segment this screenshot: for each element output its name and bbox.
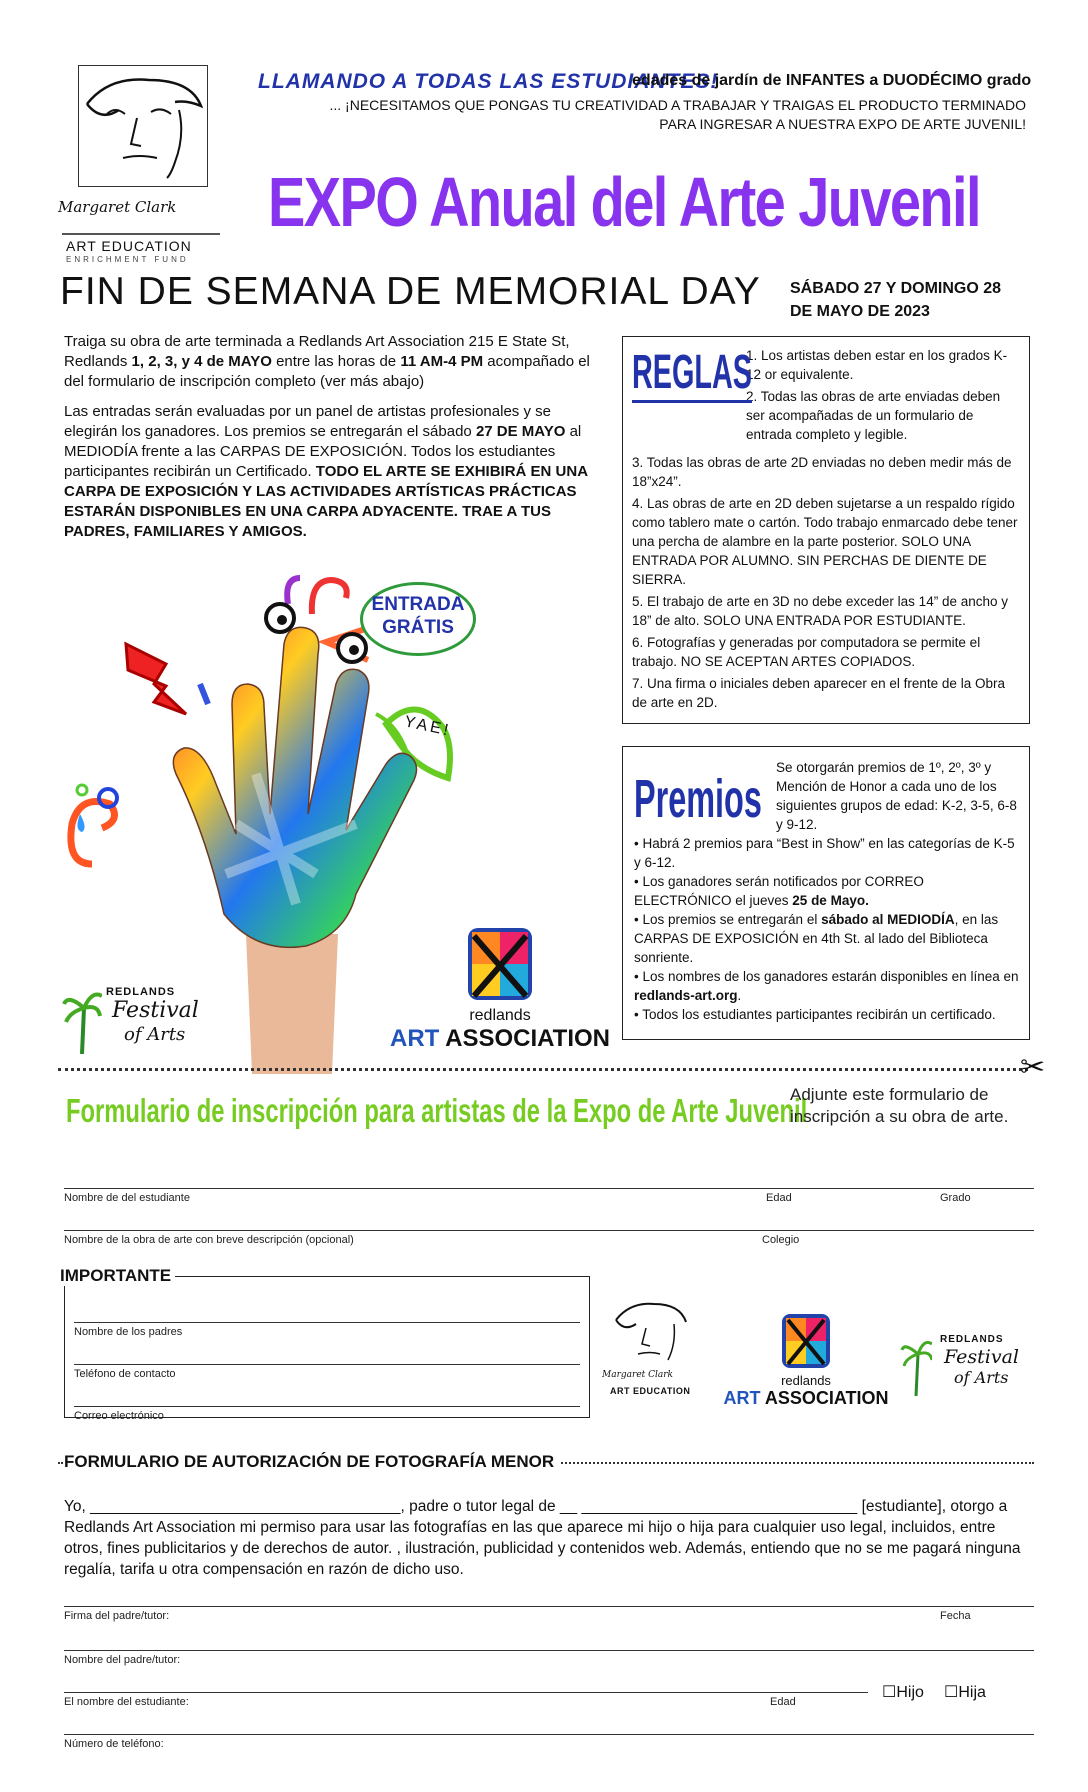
auth-paragraph: Yo, ____________________________________, padre o tutor legal de __ ________________________________ [estudiante], otorgo a Redlands Art Association mi permiso para usar las fotografías en las que aparece mi hijo o hija para cualquier uso legal, incluidos, entre otros, fines publicitarios y de derechos de autor. , ilustración, publicidad y contenidos web. Además, entiendo que no se me pagará ninguna regalía, tarifa u otra compensación en razón de dicho uso. xyxy=(64,1498,1021,1578)
important-box xyxy=(64,1276,590,1418)
art-association-line-2 xyxy=(390,1025,610,1053)
margaret-clark-logo xyxy=(78,65,208,187)
age-label: Edad xyxy=(766,1192,792,1204)
art-association-mark-small-icon xyxy=(780,1312,832,1370)
weekend-heading: FIN DE SEMANA DE MEMORIAL DAY xyxy=(60,270,761,313)
face-sketch-icon xyxy=(79,66,207,186)
intro-text-span: Traiga su obra de arte terminada a Redlands Art Association 215 E State St, Redlands xyxy=(64,333,570,370)
rule-7: 7. Una firma o iniciales deben aparecer en el frente de la Obra de arte en 2D. xyxy=(632,676,1005,710)
grades-text: edades de jardín de INFANTES a DUODÉCIMO grado xyxy=(632,72,1032,89)
phone-label: Teléfono de contacto xyxy=(74,1368,176,1380)
rule-1: 1. Los artistas deben estar en los grados K-12 or equivalente. xyxy=(746,348,1008,382)
intro-text-span: acompañado el del formulario de inscripción completo (ver más abajo) xyxy=(64,353,590,390)
association-word: ASSOCIATION xyxy=(445,1025,611,1052)
intro-dates: 1, 2, 3, y 4 de MAYO xyxy=(131,353,272,370)
prizes-intro: Se otorgarán premios de 1º, 2º, 3º y Mención de Honor a cada uno de los siguientes grupos de edad: K-2, 3-5, 6-8 y 9-12. xyxy=(776,760,1017,832)
artwork-label: Nombre de la obra de arte con breve descripción (opcional) xyxy=(64,1234,354,1246)
son-checkbox[interactable]: ☐Hijo xyxy=(882,1684,924,1701)
rule-4: 4. Las obras de arte en 2D deben sujetarse a un respaldo rígido como tablero mate o cartón. Todo trabajo enmarcado debe tener una percha de alambre en la parte posterior. SOLO UNA ENTRADA POR ALUMNO. SIN PERCHAS DE DIENTE DE SIERRA. xyxy=(632,496,1018,587)
website-link[interactable]: redlands-art.org xyxy=(634,988,738,1003)
auth-age-label: Edad xyxy=(770,1696,796,1708)
form-title: Formulario de inscripción para artistas de la Expo de Arte Juvenil xyxy=(66,1092,808,1129)
rule-5: 5. El trabajo de arte en 3D no debe exceder las 14” de ancho y 18” de alto. SOLO UNA ENTRADA POR ESTUDIANTE. xyxy=(632,594,1008,628)
prize-bullet-5: • Todos los estudiantes participantes recibirán un certificado. xyxy=(634,1007,996,1022)
auth-date-label: Fecha xyxy=(940,1610,971,1622)
guardian-name-field[interactable] xyxy=(64,1650,1034,1651)
intro-paragraph-2 xyxy=(64,402,604,542)
art-association-mark-icon xyxy=(464,924,536,1004)
auth-heading: FORMULARIO DE AUTORIZACIÓN DE FOTOGRAFÍA MENOR xyxy=(64,1452,560,1472)
student-name-label: Nombre de del estudiante xyxy=(64,1192,190,1204)
prize-bullet-3 xyxy=(634,910,1022,967)
art-association-line-1: redlands xyxy=(469,1007,531,1024)
email-field[interactable] xyxy=(74,1406,580,1407)
palm-tree-small-icon xyxy=(900,1334,932,1396)
auth-phone-field[interactable] xyxy=(64,1734,1034,1735)
prize-text: • Los premios se entregarán el xyxy=(634,912,822,927)
prize-text: • Los ganadores serán notificados por CORREO ELECTRÓNICO el jueves xyxy=(634,874,924,908)
art-association-logo-small xyxy=(706,1312,906,1409)
auth-student-name-field[interactable] xyxy=(64,1692,868,1693)
rule-3: 3. Todas las obras de arte 2D enviadas no deben medir más de 18”x24”. xyxy=(632,455,1012,489)
event-dates xyxy=(790,277,1030,323)
intro-text-span: al MEDIODÍA frente a las CARPAS DE EXPOSICIÓN. Todos los estudiantes participantes recibirán un Certificado. xyxy=(64,423,582,480)
tagline-line-2: PARA INGRESAR A NUESTRA EXPO DE ARTE JUVENIL! xyxy=(659,116,1026,132)
tagline-line-1: ... ¡NECESITAMOS QUE PONGAS TU CREATIVIDAD A TRABAJAR Y TRAIGAS EL PRODUCTO TERMINADO xyxy=(329,97,1026,113)
call-out-heading: LLAMANDO A TODAS LAS ESTUDIANTES! xyxy=(258,70,719,93)
prizes-top xyxy=(634,758,1022,834)
rules-top-items xyxy=(746,346,1022,447)
guardian-signature-field[interactable] xyxy=(64,1606,1034,1607)
art-word-small: ART xyxy=(723,1388,761,1408)
prize-bullet-1: • Habrá 2 premios para “Best in Show” en las categorías de K-5 y 6-12. xyxy=(634,836,1015,870)
prizes-list xyxy=(634,758,1022,1024)
intro-exhibit-note: TODO EL ARTE SE EXHIBIRÁ EN UNA CARPA DE EXPOSICIÓN Y LAS ACTIVIDADES ARTÍSTICAS PRÁCTICAS ESTARÁN DISPONIBLES EN UNA CARPA ADYACENTE. TRAE A TUS PADRES, FAMILIARES Y AMIGOS. xyxy=(64,463,588,540)
email-label: Correo electrónico xyxy=(74,1410,164,1422)
school-label: Colegio xyxy=(762,1234,800,1246)
intro-award-date: 27 DE MAYO xyxy=(475,423,566,440)
small-logo-signature: Margaret Clark xyxy=(602,1370,674,1380)
small-festival-line-3: of Arts xyxy=(954,1368,1009,1387)
logo-signature: Margaret Clark xyxy=(58,198,177,216)
auth-student-name-label: El nombre del estudiante: xyxy=(64,1696,189,1708)
logo-line-2: ENRICHMENT FUND xyxy=(66,255,189,264)
small-association-line-1: redlands xyxy=(781,1373,831,1388)
form-note: Adjunte este formulario de inscripción a su obra de arte. xyxy=(790,1085,1009,1126)
art-association-logo xyxy=(390,924,610,1053)
rules-title: REGLAS xyxy=(632,346,752,403)
rule-2: 2. Todas las obras de arte enviadas deben ser acompañadas de un formulario de entrada completo y legible. xyxy=(746,389,1001,442)
rules-title-spacer xyxy=(632,346,753,447)
small-festival-line-1: REDLANDS xyxy=(940,1334,1004,1345)
intro-hours: 11 AM-4 PM xyxy=(400,353,484,370)
intro-paragraph-1 xyxy=(64,332,604,392)
festival-logo-line-2: Festival xyxy=(112,998,199,1023)
association-word-small: ASSOCIATION xyxy=(764,1388,889,1408)
logo-line-1: ART EDUCATION xyxy=(66,238,192,254)
rules-top xyxy=(632,346,1022,450)
redlands-festival-logo-small xyxy=(900,1334,1040,1404)
tagline xyxy=(320,96,1026,134)
intro-text xyxy=(64,332,604,552)
rule-6: 6. Fotografías y generadas por computadora se permite el trabajo. NO SE ACEPTAN ARTES COPIADOS. xyxy=(632,635,981,669)
dates-line-2: DE MAYO DE 2023 xyxy=(790,303,930,320)
page-title: EXPO Anual del Arte Juvenil xyxy=(268,163,980,241)
prize-bullet-2 xyxy=(634,872,1022,910)
phone-field[interactable] xyxy=(74,1364,580,1365)
prizes-title: Premios xyxy=(634,769,762,829)
guardian-name-label: Nombre del padre/tutor: xyxy=(64,1654,181,1666)
prize-text: • Los nombres de los ganadores estarán disponibles en línea en xyxy=(634,969,1019,984)
prize-notify-date: 25 de Mayo. xyxy=(792,893,869,908)
intro-text-span: Las entradas serán evaluadas por un panel de artistas profesionales y se elegirán los ganadores. Los premios se entregarán el sábado xyxy=(64,403,551,440)
dates-line-1: SÁBADO 27 Y DOMINGO 28 xyxy=(790,280,1002,297)
small-logo-line-1: ART EDUCATION xyxy=(610,1386,691,1396)
bubble-line-1: ENTRADA xyxy=(371,594,465,615)
prize-bullet-4 xyxy=(634,967,1022,1005)
margaret-clark-logo-small xyxy=(602,1296,698,1406)
student-name-field[interactable] xyxy=(64,1188,1034,1189)
parents-name-field[interactable] xyxy=(74,1322,580,1323)
cut-line xyxy=(58,1068,1028,1071)
palm-tree-icon xyxy=(62,984,102,1054)
grade-label: Grado xyxy=(940,1192,971,1204)
prize-text: . xyxy=(737,988,742,1003)
free-entry-bubble xyxy=(360,582,476,656)
auth-phone-label: Número de teléfono: xyxy=(64,1738,164,1750)
logo-divider xyxy=(62,233,220,235)
festival-logo-line-1: REDLANDS xyxy=(106,986,176,998)
small-festival-line-2: Festival xyxy=(944,1346,1019,1368)
prize-text: , en las CARPAS DE EXPOSICIÓN en 4th St. al lado del Biblioteca sonriente. xyxy=(634,912,999,965)
intro-text-span: entre las horas de xyxy=(271,353,401,370)
festival-logo-line-3: of Arts xyxy=(124,1024,186,1045)
art-word: ART xyxy=(390,1025,440,1052)
guardian-signature-label: Firma del padre/tutor: xyxy=(64,1610,170,1622)
prize-award-time: sábado al MEDIODÍA xyxy=(821,912,955,927)
parents-name-label: Nombre de los padres xyxy=(74,1326,183,1338)
scissors-icon: ✂ xyxy=(1020,1051,1046,1084)
small-association-line-2 xyxy=(706,1388,906,1409)
important-heading: IMPORTANTE xyxy=(60,1266,175,1286)
artwork-field[interactable] xyxy=(64,1230,1034,1231)
yae-text: YAE! xyxy=(402,713,453,740)
daughter-checkbox[interactable]: ☐Hija xyxy=(944,1684,986,1701)
bubble-line-2: GRÁTIS xyxy=(382,617,454,638)
prizes-title-spacer xyxy=(634,758,776,834)
face-sketch-small-icon xyxy=(610,1296,690,1366)
rules-list xyxy=(632,346,1022,715)
